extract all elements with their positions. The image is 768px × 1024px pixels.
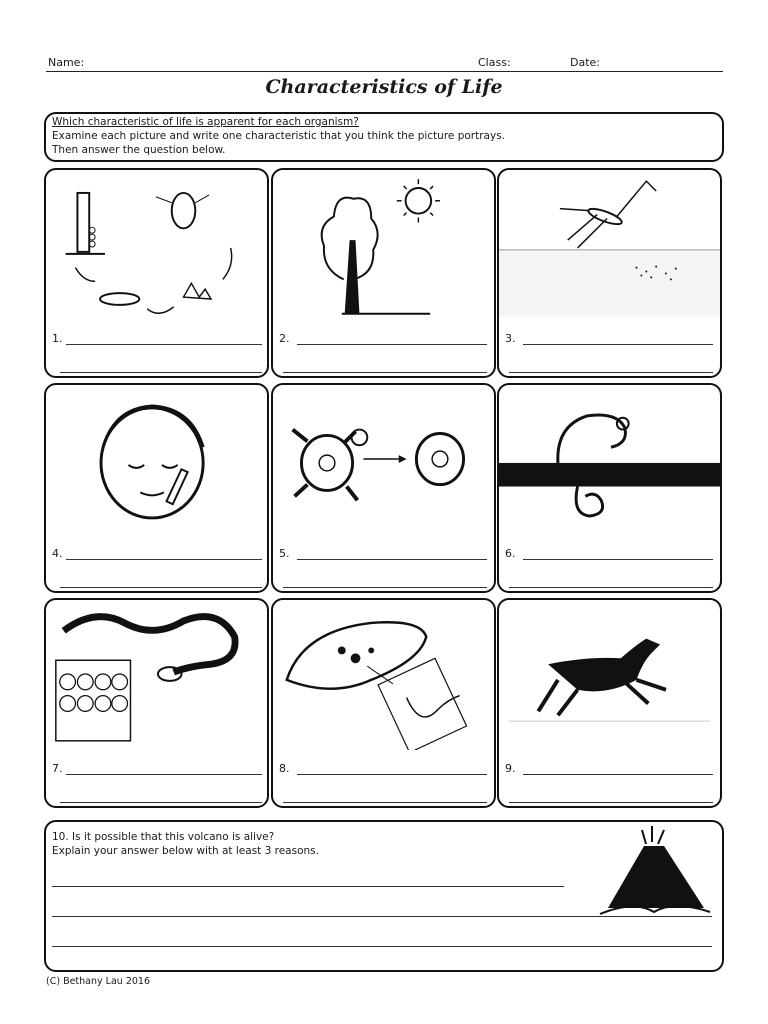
item-8-box — [271, 598, 496, 808]
class-label: Class: — [478, 56, 511, 69]
insect-life-cycle-icon — [46, 170, 267, 320]
item-1-number: 1. — [52, 332, 63, 345]
question-10-answer-line-3[interactable] — [52, 946, 712, 947]
item-7-answer-line-2[interactable] — [60, 802, 262, 803]
tree-and-sun-icon — [273, 170, 494, 320]
question-10-answer-line-1[interactable] — [52, 886, 564, 887]
person-with-thermometer-icon — [46, 385, 267, 535]
item-4-box — [44, 383, 269, 593]
item-2-number: 2. — [279, 332, 290, 345]
item-3-box — [497, 168, 722, 378]
item-4-answer-line-2[interactable] — [60, 587, 262, 588]
item-9-answer-line-1[interactable] — [523, 774, 713, 775]
running-dog-icon — [499, 600, 720, 750]
question-10-answer-line-2[interactable] — [52, 916, 712, 917]
instructions-line-2: Examine each picture and write one characteristic that you think the picture portrays. — [52, 130, 505, 142]
item-5-number: 5. — [279, 547, 290, 560]
copyright-footer: (C) Bethany Lau 2016 — [46, 976, 150, 987]
item-8-answer-line-1[interactable] — [297, 774, 487, 775]
item-8-answer-line-2[interactable] — [283, 802, 487, 803]
item-3-answer-line-2[interactable] — [509, 372, 713, 373]
item-6-box — [497, 383, 722, 593]
date-label: Date: — [570, 56, 600, 69]
header-line — [46, 71, 723, 72]
item-2-answer-line-1[interactable] — [297, 344, 487, 345]
item-9-number: 9. — [505, 762, 516, 775]
item-6-answer-line-2[interactable] — [509, 587, 713, 588]
item-6-number: 6. — [505, 547, 516, 560]
item-2-answer-line-2[interactable] — [283, 372, 487, 373]
item-8-number: 8. — [279, 762, 290, 775]
item-2-box — [271, 168, 496, 378]
item-3-number: 3. — [505, 332, 516, 345]
instructions-line-1: Which characteristic of life is apparent for each organism? — [52, 116, 359, 128]
name-label: Name: — [48, 56, 85, 69]
page-title: Characteristics of Life — [265, 76, 503, 98]
turtle-and-shell-icon — [273, 385, 494, 535]
item-7-answer-line-1[interactable] — [66, 774, 262, 775]
item-6-answer-line-1[interactable] — [523, 559, 713, 560]
question-10-line-1: 10. Is it possible that this volcano is alive? — [52, 831, 275, 843]
item-5-box — [271, 383, 496, 593]
instructions-line-3: Then answer the question below. — [52, 144, 226, 156]
item-7-box — [44, 598, 269, 808]
item-7-number: 7. — [52, 762, 63, 775]
item-1-box — [44, 168, 269, 378]
item-5-answer-line-2[interactable] — [283, 587, 487, 588]
item-9-box — [497, 598, 722, 808]
question-10-line-2: Explain your answer below with at least 3 reasons. — [52, 845, 319, 857]
paramecium-with-dna-icon — [273, 600, 494, 750]
volcano-icon — [594, 826, 716, 918]
item-4-number: 4. — [52, 547, 63, 560]
snake-with-cells-icon — [46, 600, 267, 750]
mosquito-over-water-icon — [499, 170, 720, 320]
chameleon-on-branch-icon — [499, 385, 720, 535]
item-9-answer-line-2[interactable] — [509, 802, 713, 803]
item-4-answer-line-1[interactable] — [66, 559, 262, 560]
item-1-answer-line-2[interactable] — [60, 372, 262, 373]
item-3-answer-line-1[interactable] — [523, 344, 713, 345]
item-5-answer-line-1[interactable] — [297, 559, 487, 560]
item-1-answer-line-1[interactable] — [66, 344, 262, 345]
